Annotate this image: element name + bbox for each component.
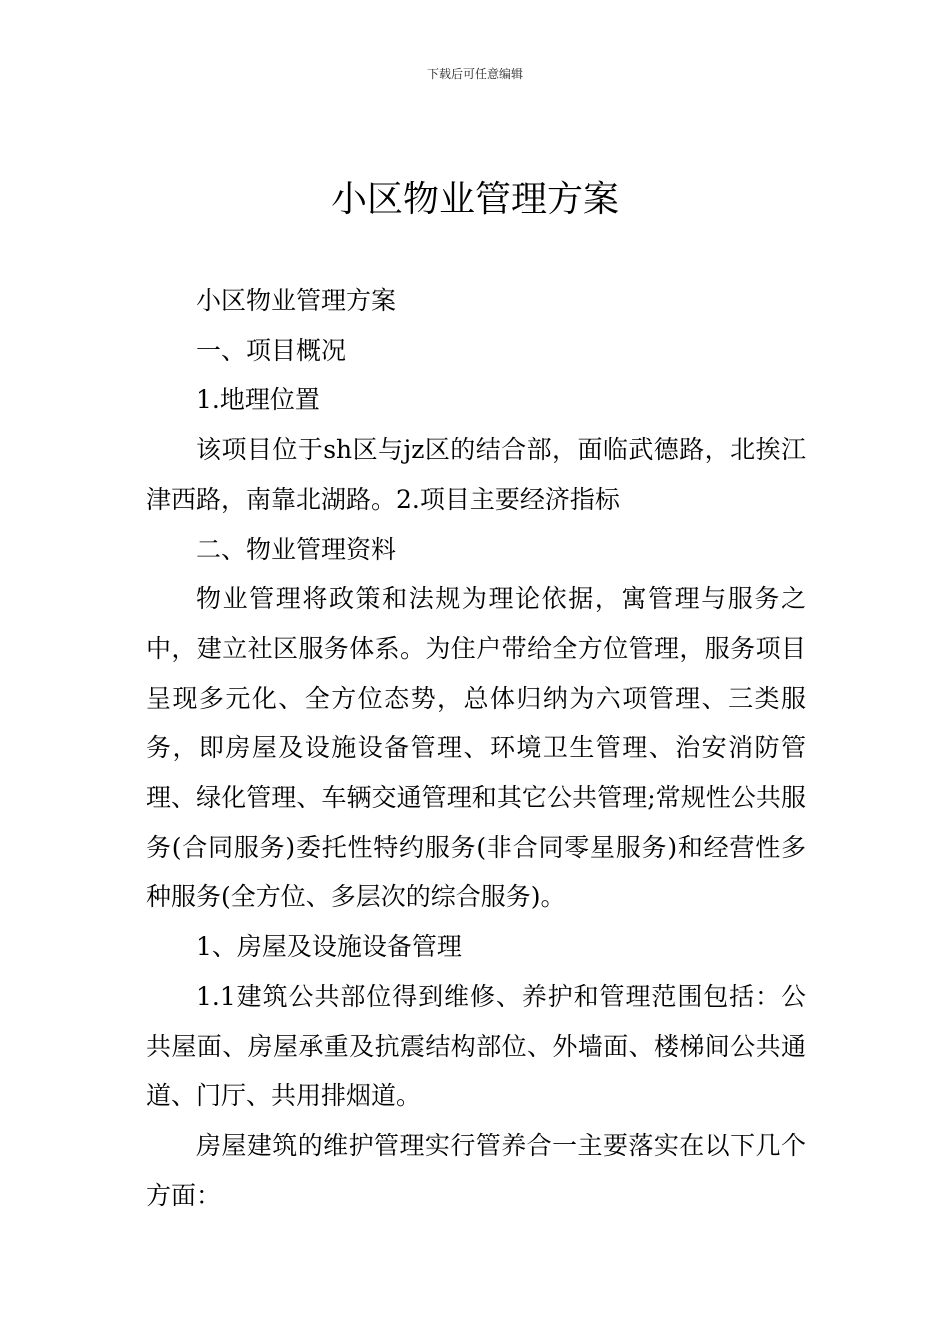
paragraph-management-overview: 物业管理将政策和法规为理论依据，寓管理与服务之中，建立社区服务体系。为住户带给全方位管理，服务项目呈现多元化、全方位态势，总体归纳为六项管理、三类服务，即房屋及设施设备管理、环境卫生管理、治安消防管理、绿化管理、车辆交通管理和其它公共管理;常规性公共服务(合同服务)委托性特约服务(非合同零星服务)和经营性多种服务(全方位、多层次的综合服务)。	[146, 584, 806, 912]
paragraph-subtitle: 小区物业管理方案	[196, 286, 397, 315]
subheading-location: 1.地理位置	[196, 385, 320, 415]
header-note: 下载后可任意编辑	[426, 67, 523, 81]
section-heading-property-management: 二、物业管理资料	[196, 534, 397, 564]
paragraph-location: 该项目位于sh区与jz区的结合部，面临武德路，北挨江津西路，南靠北湖路。2.项目主要经济指标	[146, 435, 806, 514]
section-heading-project-overview: 一、项目概况	[196, 335, 347, 365]
document-body	[146, 276, 806, 1220]
paragraph-building-scope: 1.1建筑公共部位得到维修、养护和管理范围包括：公共屋面、房屋承重及抗震结构部位、外墙面、楼梯间公共通道、门厅、共用排烟道。	[146, 981, 806, 1111]
subheading-building-facilities: 1、房屋及设施设备管理	[196, 932, 462, 962]
document-title: 小区物业管理方案	[330, 179, 619, 220]
paragraph-maintenance: 房屋建筑的维护管理实行管养合一主要落实在以下几个方面：	[146, 1130, 806, 1210]
